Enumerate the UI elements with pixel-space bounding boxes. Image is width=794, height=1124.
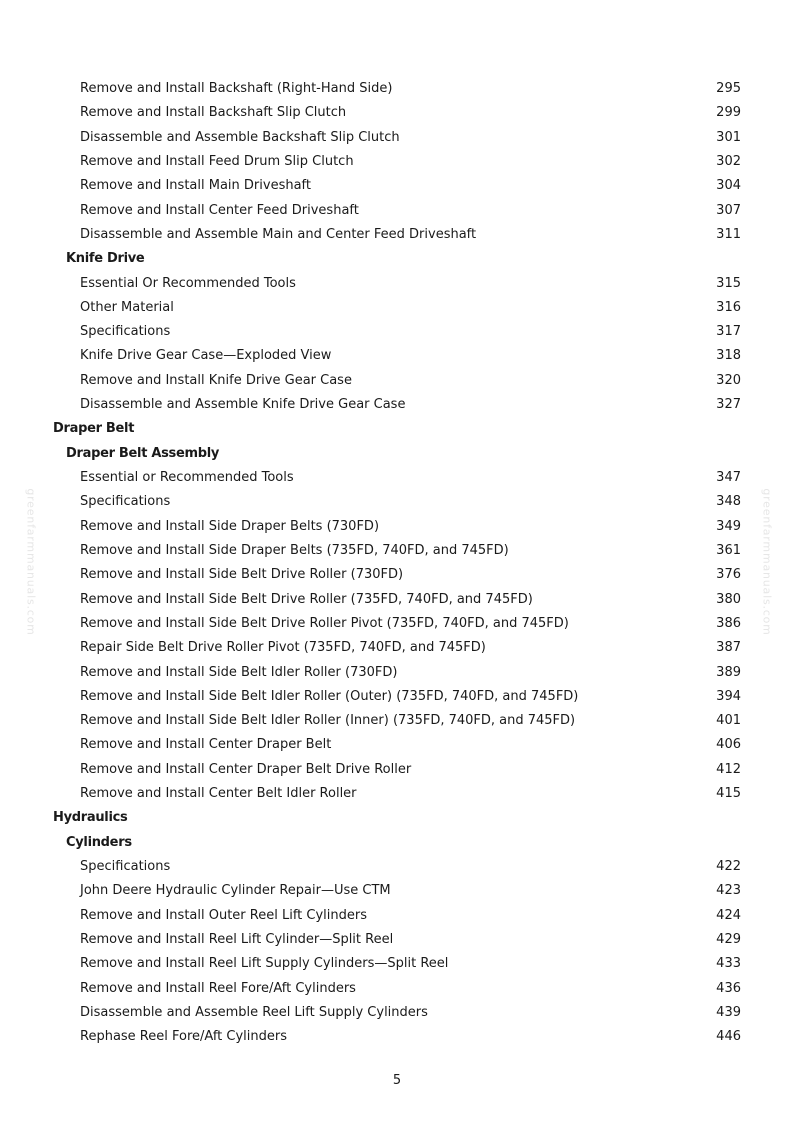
toc-entry-title: Remove and Install Reel Fore/Aft Cylinders [80, 980, 356, 996]
toc-entry-page: 317 [716, 324, 741, 340]
toc-entry-page: 361 [716, 542, 741, 558]
toc-entry[interactable] [0, 661, 794, 685]
toc-entry-page: 406 [716, 737, 741, 753]
toc-entry[interactable] [0, 758, 794, 782]
toc-entry[interactable] [0, 952, 794, 976]
toc-entry-title: Remove and Install Side Belt Idler Roller (Inner) (735FD, 740FD, and 745FD) [80, 713, 576, 729]
toc-entry-title: Remove and Install Side Belt Idler Roller (730FD) [80, 664, 398, 680]
toc-entry-page: 327 [716, 397, 741, 413]
toc-entry-page: 311 [716, 226, 741, 242]
toc-entry-page: 423 [716, 883, 741, 899]
toc-entry-page: 394 [716, 688, 741, 704]
toc-entry[interactable] [0, 320, 794, 344]
toc-entry[interactable] [0, 685, 794, 709]
toc-entry-page: 376 [716, 567, 741, 583]
toc-subsection-heading [0, 247, 794, 271]
toc-entry-page: 446 [716, 1029, 741, 1045]
toc-entry-title: Remove and Install Center Feed Driveshaft [80, 202, 359, 218]
toc-entry-title: Remove and Install Side Draper Belts (730FD) [80, 518, 380, 534]
toc-entry[interactable] [0, 977, 794, 1001]
toc-entry[interactable] [0, 855, 794, 879]
toc-entry-title: Remove and Install Feed Drum Slip Clutch [80, 153, 354, 169]
toc-entry-title: Knife Drive Gear Case—Exploded View [80, 348, 332, 364]
toc-entry-title: Remove and Install Backshaft Slip Clutch [80, 105, 347, 121]
toc-entry[interactable] [0, 296, 794, 320]
table-of-contents [0, 77, 794, 1050]
page-number: 5 [392, 1073, 402, 1088]
toc-entry-page: 387 [716, 640, 741, 656]
toc-entry-page: 386 [716, 615, 741, 631]
toc-entry-page: 302 [716, 153, 741, 169]
toc-subsection-heading [0, 831, 794, 855]
toc-entry[interactable] [0, 733, 794, 757]
toc-entry-page: 315 [716, 275, 741, 291]
toc-entry-title: Remove and Install Center Draper Belt [80, 737, 332, 753]
toc-entry[interactable] [0, 150, 794, 174]
toc-entry[interactable] [0, 77, 794, 101]
toc-entry-page: 307 [716, 202, 741, 218]
toc-entry-title: Other Material [80, 299, 174, 315]
toc-entry-page: 316 [716, 299, 741, 315]
toc-entry-page: 424 [716, 907, 741, 923]
toc-entry-title: Specifications [80, 494, 171, 510]
toc-entry[interactable] [0, 539, 794, 563]
toc-entry[interactable] [0, 636, 794, 660]
toc-entry-page: 348 [716, 494, 741, 510]
toc-entry-title: Knife Drive [66, 251, 145, 267]
toc-subsection-heading [0, 442, 794, 466]
toc-entry-title: Specifications [80, 324, 171, 340]
toc-entry-title: Disassemble and Assemble Backshaft Slip Clutch [80, 129, 400, 145]
toc-entry-page: 295 [716, 81, 741, 96]
toc-entry[interactable] [0, 344, 794, 368]
toc-entry[interactable] [0, 563, 794, 587]
toc-entry-title: Remove and Install Center Belt Idler Roller [80, 786, 357, 802]
toc-entry-page: 412 [716, 761, 741, 777]
watermark-right-text: greenfarmmanuals.com [760, 488, 774, 636]
toc-entry[interactable] [0, 490, 794, 514]
toc-entry-title: Remove and Install Side Belt Drive Roller (730FD) [80, 567, 404, 583]
toc-entry-page: 320 [716, 372, 741, 388]
toc-entry-title: Remove and Install Center Draper Belt Drive Roller [80, 761, 412, 777]
toc-entry-page: 349 [716, 518, 741, 534]
toc-entry[interactable] [0, 223, 794, 247]
toc-entry-title: Remove and Install Reel Lift Cylinder—Split Reel [80, 931, 394, 947]
toc-entry-page: 318 [716, 348, 741, 364]
toc-entry[interactable] [0, 393, 794, 417]
toc-entry-title: Repair Side Belt Drive Roller Pivot (735FD, 740FD, and 745FD) [80, 640, 486, 656]
toc-entry-page: 299 [716, 105, 741, 121]
toc-entry-page: 401 [716, 713, 741, 729]
toc-entry[interactable] [0, 709, 794, 733]
toc-entry[interactable] [0, 1025, 794, 1049]
toc-entry-page: 433 [716, 956, 741, 972]
toc-entry-page: 422 [716, 859, 741, 874]
toc-entry[interactable] [0, 369, 794, 393]
toc-entry-page: 415 [716, 786, 741, 802]
toc-entry-page: 380 [716, 591, 741, 607]
toc-entry-page: 429 [716, 931, 741, 947]
toc-entry-title: Disassemble and Assemble Reel Lift Supply Cylinders [80, 1004, 428, 1020]
toc-entry[interactable] [0, 588, 794, 612]
toc-entry-page: 436 [716, 980, 741, 996]
toc-entry-title: Remove and Install Side Belt Drive Roller Pivot (735FD, 740FD, and 745FD) [80, 615, 569, 631]
toc-entry[interactable] [0, 1001, 794, 1025]
toc-entry[interactable] [0, 466, 794, 490]
toc-entry[interactable] [0, 612, 794, 636]
toc-entry[interactable] [0, 879, 794, 903]
toc-entry-page: 389 [716, 664, 741, 680]
toc-entry[interactable] [0, 199, 794, 223]
toc-entry-title: Remove and Install Outer Reel Lift Cylinders [80, 907, 368, 923]
toc-entry-title: Hydraulics [53, 810, 128, 826]
toc-entry-page: 304 [716, 178, 741, 194]
toc-entry[interactable] [0, 782, 794, 806]
toc-entry-title: Disassemble and Assemble Main and Center Feed Driveshaft [80, 226, 477, 242]
toc-entry-title: Draper Belt [53, 421, 135, 437]
toc-entry-title: Disassemble and Assemble Knife Drive Gear Case [80, 397, 406, 413]
toc-entry[interactable] [0, 515, 794, 539]
toc-entry-title: Remove and Install Side Belt Idler Roller (Outer) (735FD, 740FD, and 745FD) [80, 688, 579, 704]
toc-entry-title: Specifications [80, 859, 171, 874]
toc-entry-title: Remove and Install Side Draper Belts (735FD, 740FD, and 745FD) [80, 542, 509, 558]
toc-entry[interactable] [0, 174, 794, 198]
toc-entry-title: Draper Belt Assembly [66, 445, 220, 461]
toc-entry-page: 439 [716, 1004, 741, 1020]
toc-section-heading [0, 417, 794, 441]
toc-entry-title: Remove and Install Main Driveshaft [80, 178, 311, 194]
toc-entry-title: Remove and Install Backshaft (Right-Hand Side) [80, 81, 393, 96]
toc-entry-title: Remove and Install Reel Lift Supply Cylinders—Split Reel [80, 956, 449, 972]
toc-entry[interactable] [0, 126, 794, 150]
watermark-left-text: greenfarmmanuals.com [24, 488, 38, 636]
toc-entry-title: Essential Or Recommended Tools [80, 275, 296, 291]
toc-section-heading [0, 806, 794, 830]
toc-entry-page: 301 [716, 129, 741, 145]
toc-entry[interactable] [0, 272, 794, 296]
toc-entry-title: Remove and Install Knife Drive Gear Case [80, 372, 352, 388]
toc-entry[interactable] [0, 928, 794, 952]
toc-entry-page: 347 [716, 470, 741, 485]
toc-entry-title: Essential or Recommended Tools [80, 470, 294, 485]
toc-entry-title: Cylinders [66, 834, 132, 850]
toc-entry-title: John Deere Hydraulic Cylinder Repair—Use CTM [80, 883, 391, 899]
toc-entry-title: Rephase Reel Fore/Aft Cylinders [80, 1029, 288, 1045]
toc-entry-title: Remove and Install Side Belt Drive Roller (735FD, 740FD, and 745FD) [80, 591, 533, 607]
toc-entry[interactable] [0, 904, 794, 928]
toc-entry[interactable] [0, 101, 794, 125]
